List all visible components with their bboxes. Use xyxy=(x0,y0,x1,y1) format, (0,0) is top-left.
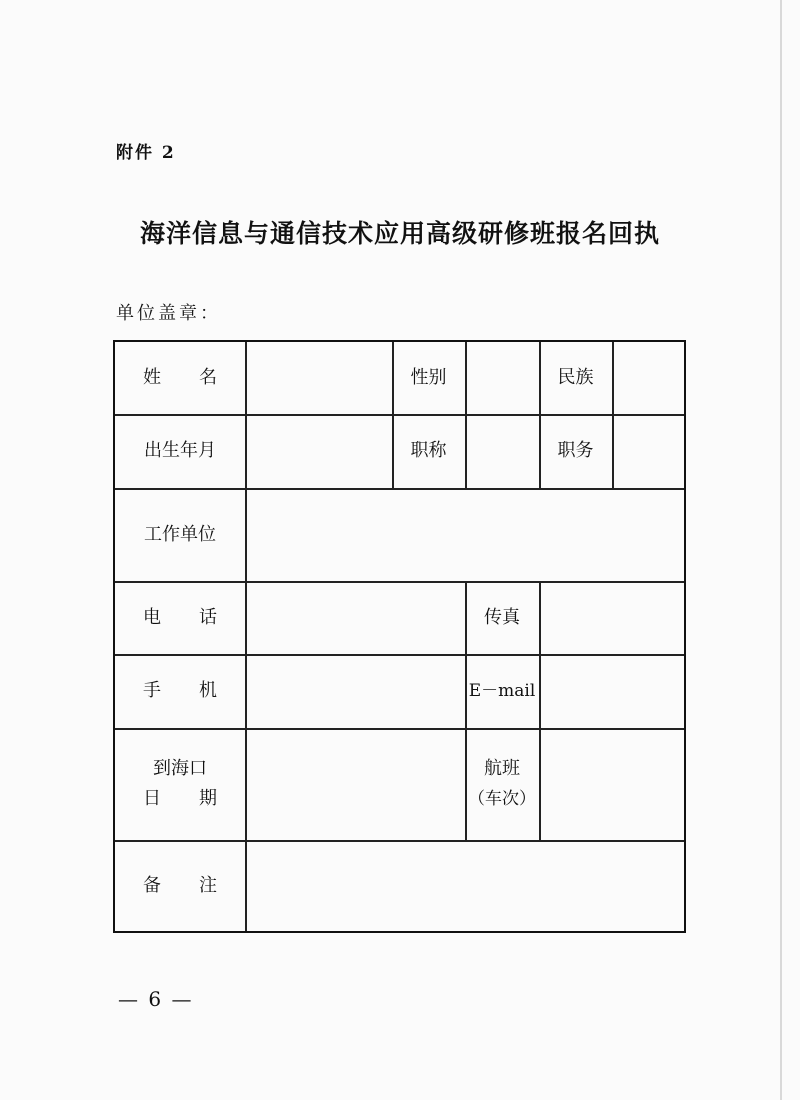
email-label: E－mail xyxy=(468,681,536,701)
gender-label: 性别 xyxy=(410,367,447,388)
phone-label-cell xyxy=(115,581,245,654)
column-divider xyxy=(465,342,467,488)
flight-label-line2: （车次） xyxy=(468,789,536,809)
arrival-date-label-cell xyxy=(115,728,245,840)
birth-label: 出生年月 xyxy=(144,440,216,461)
mobile-label-char: 机 xyxy=(199,680,217,701)
column-divider xyxy=(539,581,541,840)
arrival-label-char: 日 xyxy=(143,788,161,809)
page-title: 海洋信息与通信技术应用高级研修班报名回执 xyxy=(139,219,660,248)
name-label-cell xyxy=(115,342,245,414)
phone-label-char: 电 xyxy=(143,606,161,628)
arrival-label-line1: 到海口 xyxy=(153,758,207,779)
workplace-label: 工作单位 xyxy=(144,523,216,545)
professional-title-label: 职称 xyxy=(410,440,447,461)
mobile-label-cell xyxy=(115,654,245,728)
remarks-label-char: 备 xyxy=(143,874,161,896)
page-number: — 6 — xyxy=(118,987,194,1011)
unit-stamp-label: 单位盖章： xyxy=(116,303,221,324)
mobile-label-char: 手 xyxy=(143,680,161,701)
registration-form-table xyxy=(113,340,686,933)
name-label-char: 姓 xyxy=(143,367,161,388)
column-divider xyxy=(612,342,614,488)
column-divider xyxy=(245,342,247,931)
position-label: 职务 xyxy=(557,440,594,461)
phone-label-char: 话 xyxy=(199,606,217,628)
remarks-label-cell xyxy=(115,840,245,931)
scan-edge xyxy=(780,0,782,1100)
attachment-label: 附件 2 xyxy=(116,143,176,163)
ethnicity-label: 民族 xyxy=(557,367,594,388)
remarks-label-char: 注 xyxy=(199,874,217,896)
flight-label-cell xyxy=(465,728,539,840)
fax-label: 传真 xyxy=(484,606,520,628)
name-label-char: 名 xyxy=(199,367,217,388)
flight-label-line1: 航班 xyxy=(484,758,520,779)
arrival-label-char: 期 xyxy=(199,788,217,809)
